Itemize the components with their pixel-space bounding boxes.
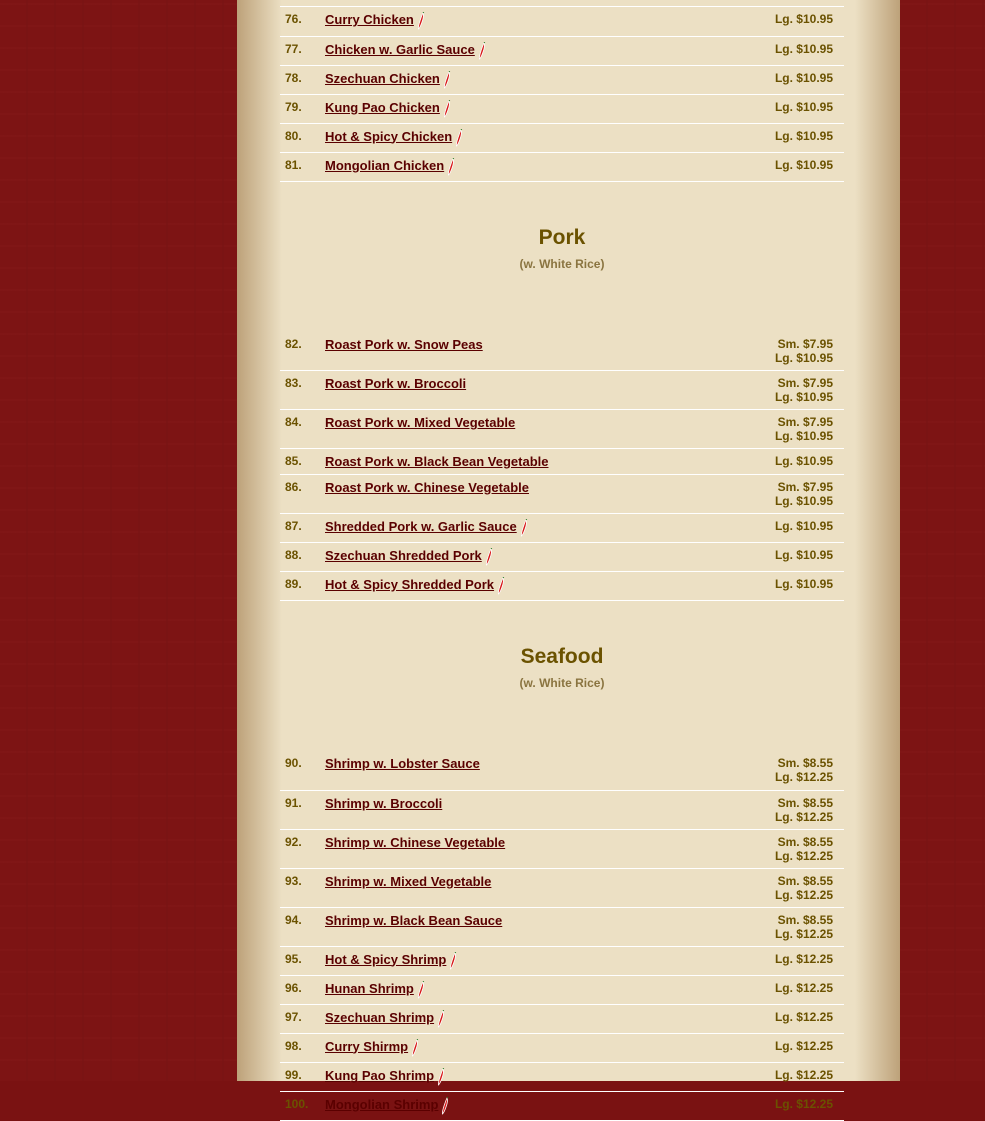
price-line: Lg. $10.95 [774,350,833,365]
section-title: Seafood [520,645,604,668]
item-link[interactable]: Hunan Shrimp [325,980,414,996]
price-line: Lg. $10.95 [774,70,833,85]
item-number: 97. [280,1004,321,1033]
chili-pepper-icon [478,42,486,60]
item-link[interactable]: Shrimp w. Black Bean Sauce [325,912,503,928]
item-number: 90. [280,751,321,790]
item-name-cell [321,449,684,475]
chili-pepper-icon [455,129,463,147]
item-price-cell [684,123,844,152]
price-line: Lg. $10.95 [774,157,833,172]
seafood-table [280,751,844,1121]
item-link[interactable]: Roast Pork w. Chinese Vegetable [325,480,529,495]
item-link[interactable]: Roast Pork w. Black Bean Vegetable [325,454,549,469]
price-line: Lg. $10.95 [774,454,833,468]
price-line: Lg. $10.95 [774,494,833,508]
item-price-cell [684,946,844,975]
item-number: 84. [280,410,321,449]
menu-row [280,36,844,65]
price-line: Sm. $8.55 [777,912,833,927]
price-line: Sm. $7.95 [777,376,833,390]
chili-pepper-icon [485,548,493,566]
item-link[interactable]: Curry Chicken [325,12,414,28]
price-line: Sm. $8.55 [777,795,833,810]
item-name-cell [321,868,684,907]
item-number: 93. [280,868,321,907]
price-line: Lg. $12.25 [774,1096,833,1111]
item-name-cell [321,1004,684,1033]
price-line: Lg. $10.95 [774,577,833,591]
chili-pepper-icon [437,1068,445,1086]
item-price-cell [684,514,844,543]
item-name-cell [321,829,684,868]
menu-row [280,65,844,94]
item-price-cell [684,371,844,410]
menu-row [280,829,844,868]
price-line: Lg. $10.95 [774,429,833,443]
seafood-section-header [280,601,844,751]
item-name-cell [321,332,684,371]
price-line: Lg. $10.95 [774,548,833,562]
menu-row [280,868,844,907]
item-link[interactable]: Kung Pao Chicken [325,99,440,115]
price-line: Lg. $10.95 [774,519,833,533]
menu-row [280,1091,844,1120]
item-number: 82. [280,332,321,371]
chili-pepper-icon [441,1097,449,1115]
section-subtitle: (w. White Rice) [519,256,605,271]
item-price-cell [684,790,844,829]
item-name-cell [321,7,684,36]
item-name-cell [321,514,684,543]
price-line: Lg. $12.25 [774,887,833,902]
item-name-cell [321,371,684,410]
menu-row [280,1062,844,1091]
chili-pepper-icon [411,1039,419,1057]
menu-row [280,475,844,514]
item-link[interactable]: Roast Pork w. Snow Peas [325,336,483,352]
chili-pepper-icon [497,577,505,595]
price-line: Lg. $12.25 [774,926,833,941]
pork-table [280,332,844,602]
item-link[interactable]: Shrimp w. Chinese Vegetable [325,834,506,850]
item-number: 91. [280,790,321,829]
price-line: Lg. $12.25 [774,1067,833,1082]
item-price-cell [684,152,844,181]
item-price-cell [684,65,844,94]
price-line: Lg. $12.25 [774,848,833,863]
item-link[interactable]: Shrimp w. Mixed Vegetable [325,873,492,889]
item-price-cell [684,332,844,371]
menu-row [280,410,844,449]
item-link[interactable]: Shrimp w. Lobster Sauce [325,756,480,771]
item-link[interactable]: Hot & Spicy Shredded Pork [325,577,495,593]
item-price-cell [684,7,844,36]
item-name-cell [321,543,684,572]
item-link[interactable]: Kung Pao Shrimp [325,1067,435,1083]
item-number: 98. [280,1033,321,1062]
item-name-cell [321,751,684,790]
menu-row [280,543,844,572]
item-name-cell [321,152,684,181]
price-line: Lg. $12.25 [774,1038,833,1053]
chicken-table [280,7,844,182]
item-price-cell [684,1062,844,1091]
section-title: Pork [538,225,586,249]
item-link[interactable]: Roast Pork w. Mixed Vegetable [325,415,516,430]
item-name-cell [321,1091,684,1120]
item-name-cell [321,1062,684,1091]
price-line: Lg. $12.25 [774,951,833,966]
item-number: 87. [280,514,321,543]
item-name-cell [321,907,684,946]
top-divider [280,0,844,7]
chili-pepper-icon [520,519,528,537]
pork-section-header [280,182,844,332]
item-name-cell [321,475,684,514]
item-link[interactable]: Mongolian Shrimp [325,1096,439,1112]
item-price-cell [684,475,844,514]
item-name-cell [321,94,684,123]
price-line: Lg. $12.25 [774,770,833,784]
item-price-cell [684,907,844,946]
menu-row [280,790,844,829]
item-name-cell [321,790,684,829]
item-number: 100. [280,1091,321,1120]
price-line: Sm. $8.55 [777,873,833,888]
item-link[interactable]: Curry Shirmp [325,1038,409,1054]
price-line: Sm. $7.95 [777,415,833,429]
item-number: 96. [280,975,321,1004]
item-link[interactable]: Chicken w. Garlic Sauce [325,41,475,57]
menu-row [280,1033,844,1062]
chili-pepper-icon [443,100,451,118]
item-number: 89. [280,572,321,601]
item-name-cell [321,975,684,1004]
item-price-cell [684,1004,844,1033]
item-link[interactable]: Shrimp w. Broccoli [325,795,443,811]
price-line: Lg. $10.95 [774,41,833,56]
menu-row [280,1004,844,1033]
chili-pepper-icon [437,1010,445,1028]
menu-row [280,514,844,543]
menu-content [280,0,844,1121]
price-line: Lg. $10.95 [774,12,833,26]
item-link[interactable]: Roast Pork w. Broccoli [325,376,467,391]
item-name-cell [321,65,684,94]
item-price-cell [684,543,844,572]
menu-row [280,572,844,601]
price-line: Lg. $10.95 [774,99,833,114]
item-price-cell [684,1091,844,1120]
item-link[interactable]: Szechuan Shrimp [325,1009,435,1025]
menu-row [280,946,844,975]
price-line: Sm. $7.95 [777,336,833,351]
price-line: Sm. $8.55 [777,834,833,849]
item-name-cell [321,1033,684,1062]
item-link[interactable]: Szechuan Chicken [325,70,440,86]
item-number: 92. [280,829,321,868]
item-number: 79. [280,94,321,123]
section-subtitle: (w. White Rice) [519,676,605,690]
item-name-cell [321,946,684,975]
item-number: 76. [280,7,321,36]
menu-row [280,371,844,410]
item-number: 95. [280,946,321,975]
item-number: 99. [280,1062,321,1091]
item-price-cell [684,975,844,1004]
menu-row [280,7,844,36]
item-number: 77. [280,36,321,65]
menu-row [280,975,844,1004]
chili-pepper-icon [417,981,425,999]
item-number: 83. [280,371,321,410]
menu-row [280,907,844,946]
item-price-cell [684,36,844,65]
right-background-pattern [900,0,985,1081]
menu-row [280,123,844,152]
item-price-cell [684,829,844,868]
item-link[interactable]: Szechuan Shredded Pork [325,548,482,564]
item-price-cell [684,94,844,123]
item-price-cell [684,868,844,907]
item-number: 86. [280,475,321,514]
menu-row [280,449,844,475]
item-link[interactable]: Hot & Spicy Chicken [325,128,453,144]
menu-panel [237,0,900,1112]
item-number: 80. [280,123,321,152]
item-link[interactable]: Mongolian Chicken [325,157,445,173]
menu-row [280,751,844,790]
price-line: Sm. $8.55 [777,756,833,770]
item-price-cell [684,410,844,449]
item-price-cell [684,1033,844,1062]
chili-pepper-icon [447,158,455,176]
item-name-cell [321,572,684,601]
price-line: Lg. $10.95 [774,390,833,404]
left-background-pattern [0,0,237,1081]
item-price-cell [684,572,844,601]
item-name-cell [321,123,684,152]
menu-row [280,332,844,371]
chili-pepper-icon [417,12,425,30]
item-price-cell [684,449,844,475]
item-name-cell [321,36,684,65]
item-number: 94. [280,907,321,946]
price-line: Lg. $12.25 [774,980,833,995]
price-line: Lg. $12.25 [774,809,833,824]
price-line: Lg. $10.95 [774,128,833,143]
menu-row [280,152,844,181]
item-number: 81. [280,152,321,181]
item-number: 85. [280,449,321,475]
item-number: 78. [280,65,321,94]
chili-pepper-icon [443,71,451,89]
price-line: Sm. $7.95 [777,480,833,494]
price-line: Lg. $12.25 [774,1009,833,1024]
item-link[interactable]: Hot & Spicy Shrimp [325,951,447,967]
item-name-cell [321,410,684,449]
item-price-cell [684,751,844,790]
chili-pepper-icon [449,952,457,970]
menu-row [280,94,844,123]
item-number: 88. [280,543,321,572]
item-link[interactable]: Shredded Pork w. Garlic Sauce [325,519,517,535]
